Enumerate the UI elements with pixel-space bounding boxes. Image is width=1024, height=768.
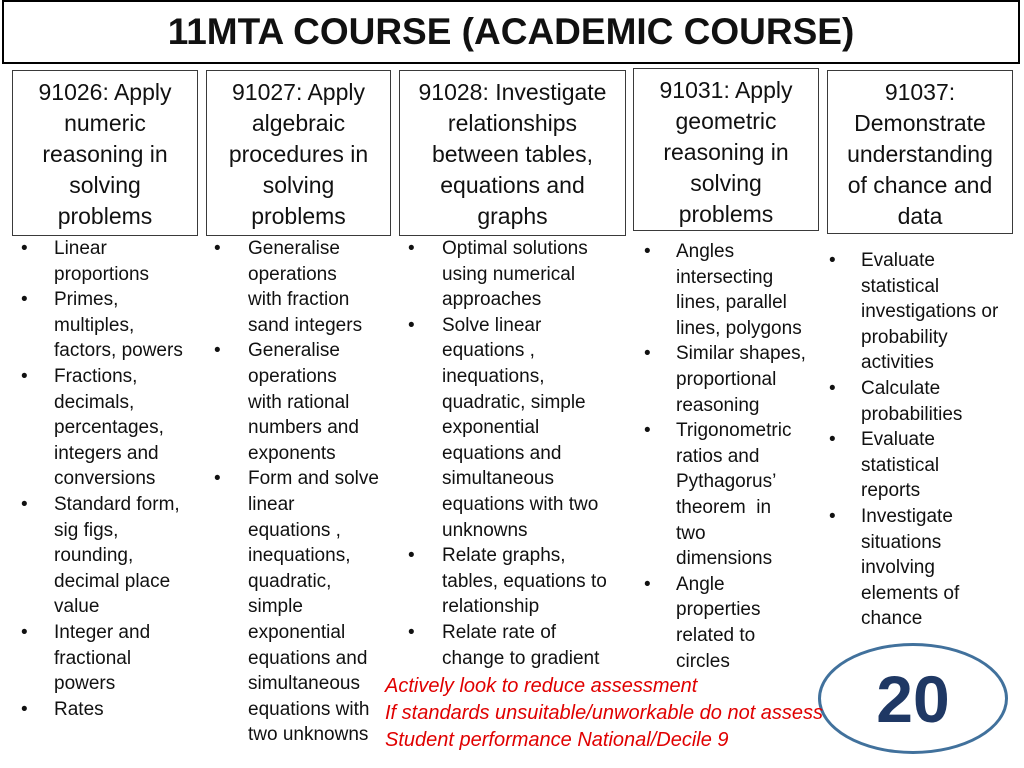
standard-heading: 91027: Apply algebraic procedures in solving problems xyxy=(228,79,369,229)
note-line: Student performance National/Decile 9 xyxy=(385,729,729,751)
bullet-icon xyxy=(21,287,54,364)
standard-card-91027 xyxy=(206,70,391,236)
slide-number-badge xyxy=(818,643,1008,754)
bullet-icon xyxy=(644,341,676,418)
topic-item xyxy=(214,466,379,748)
topic-item xyxy=(21,236,183,287)
topic-item xyxy=(21,364,183,492)
topic-text: Generalise operations with rational numbers and exponents xyxy=(248,340,359,464)
topic-item xyxy=(408,236,607,313)
topic-item xyxy=(829,504,998,632)
topic-item xyxy=(829,376,998,427)
topic-item xyxy=(644,341,806,418)
bullet-icon xyxy=(829,248,861,376)
slide-title: 11MTA COURSE (ACADEMIC COURSE) xyxy=(167,11,855,52)
bullet-icon xyxy=(644,418,676,572)
topic-text: Rates xyxy=(54,698,104,720)
topic-item xyxy=(408,313,607,543)
topic-item xyxy=(21,620,183,697)
bullet-icon xyxy=(21,492,54,620)
topic-list-91031 xyxy=(644,239,806,674)
topic-item xyxy=(829,248,998,376)
topic-text: Angle properties related to circles xyxy=(676,573,761,672)
topic-text: Generalise operations with fraction sand integers xyxy=(248,238,363,336)
topic-list-91037 xyxy=(829,248,998,632)
topic-item xyxy=(21,492,183,620)
topic-item xyxy=(644,418,806,572)
topic-text: Linear proportions xyxy=(54,238,150,285)
bullet-icon xyxy=(644,572,676,674)
topic-item xyxy=(408,620,607,671)
bullet-icon xyxy=(644,239,676,341)
topic-item xyxy=(21,287,183,364)
topic-list-91028 xyxy=(408,236,607,671)
slide-number: 20 xyxy=(876,661,950,736)
standard-card-91031 xyxy=(633,68,819,231)
topic-item xyxy=(644,572,806,674)
bullet-icon xyxy=(21,697,54,723)
topic-text: Angles intersecting lines, parallel lines, polygons xyxy=(676,241,802,339)
topic-text: Evaluate statistical reports xyxy=(861,429,940,502)
topic-list-91027 xyxy=(214,236,379,748)
bullet-icon xyxy=(829,427,861,504)
note-line: If standards unsuitable/unworkable do not assess xyxy=(385,702,824,724)
bullet-icon xyxy=(829,504,861,632)
bullet-icon xyxy=(21,236,54,287)
bullet-icon xyxy=(408,543,442,620)
topic-text: Investigate situations involving elements of chance xyxy=(861,505,960,630)
bullet-icon xyxy=(408,313,442,543)
standard-heading: 91026: Apply numeric reasoning in solving problems xyxy=(38,79,172,229)
topic-text: Standard form, sig figs, rounding, decimal place value xyxy=(54,493,180,618)
topic-text: Form and solve linear equations , inequations, quadratic, simple exponential equations and simultaneous equations with two unknowns xyxy=(248,468,379,746)
notes-block xyxy=(385,673,823,754)
topic-text: Optimal solutions using numerical approaches xyxy=(442,238,588,311)
topic-text: Trigonometric ratios and Pythagorus’ theorem in two dimensions xyxy=(676,420,792,570)
standard-heading: 91031: Apply geometric reasoning in solving problems xyxy=(659,77,793,227)
standard-heading: 91037: Demonstrate understanding of chance and data xyxy=(847,79,993,229)
standard-heading: 91028: Investigate relationships between tables, equations and graphs xyxy=(418,79,607,229)
topic-text: Solve linear equations , inequations, quadratic, simple exponential equations and simultaneous equations with two unknowns xyxy=(442,314,599,541)
bullet-icon xyxy=(21,364,54,492)
bullet-icon xyxy=(829,376,861,427)
bullet-icon xyxy=(214,236,248,338)
topic-text: Evaluate statistical investigations or probability activities xyxy=(861,250,999,374)
standard-card-91026 xyxy=(12,70,198,236)
bullet-icon xyxy=(408,620,442,671)
standard-card-91028 xyxy=(399,70,626,236)
topic-item xyxy=(21,697,183,723)
topic-text: Primes, multiples, factors, powers xyxy=(54,289,183,362)
topic-text: Calculate probabilities xyxy=(861,377,963,425)
topic-text: Relate rate of change to gradient xyxy=(442,621,600,669)
bullet-icon xyxy=(21,620,54,697)
topic-item xyxy=(829,427,998,504)
topic-item xyxy=(214,236,379,338)
bullet-icon xyxy=(214,466,248,748)
topic-list-91026 xyxy=(21,236,183,722)
topic-text: Integer and fractional powers xyxy=(54,621,151,695)
topic-text: Relate graphs, tables, equations to relationship xyxy=(442,545,607,618)
topic-item xyxy=(644,239,806,341)
bullet-icon xyxy=(214,338,248,466)
note-line: Actively look to reduce assessment xyxy=(385,675,698,697)
standard-card-91037 xyxy=(827,70,1013,234)
topic-item xyxy=(408,543,607,620)
topic-item xyxy=(214,338,379,466)
bullet-icon xyxy=(408,236,442,313)
topic-text: Similar shapes, proportional reasoning xyxy=(676,343,806,416)
slide-title-box xyxy=(2,0,1020,64)
topic-text: Fractions, decimals, percentages, integers and conversions xyxy=(54,365,164,490)
